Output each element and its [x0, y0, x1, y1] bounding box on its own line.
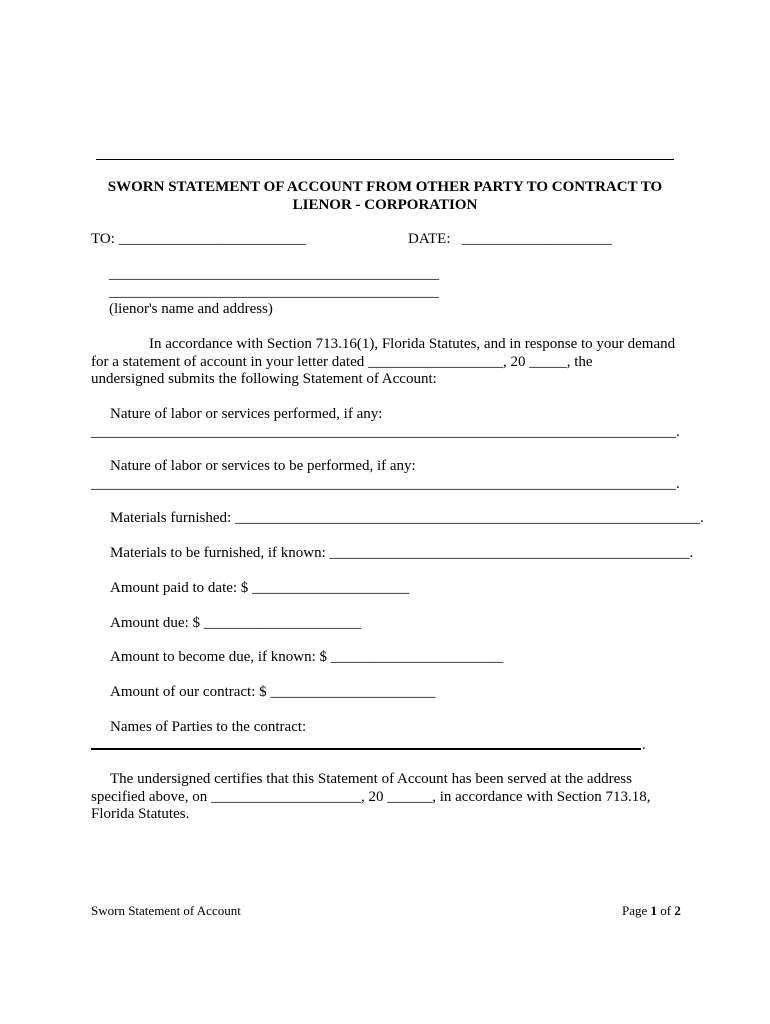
date-field[interactable]: DATE: ____________________	[408, 231, 612, 247]
parties-label: Names of Parties to the contract:	[110, 719, 307, 735]
contract-amount-field[interactable]: Amount of our contract: $ ______________________	[110, 684, 436, 700]
materials-furnished-field[interactable]: Materials furnished: ______________________________________________________________.	[110, 510, 704, 526]
labor-to-perform-label: Nature of labor or services to be performed, if any:	[110, 458, 416, 474]
footer-document-name: Sworn Statement of Account	[91, 903, 241, 918]
document-title-line2: LIENOR - CORPORATION	[292, 197, 478, 213]
lienor-address-line-2[interactable]: ____________________________________________	[109, 284, 439, 300]
intro-paragraph-line2: for a statement of account in your letter dated __________________, 20 _____, the	[91, 354, 593, 370]
footer-page-current: 1	[650, 903, 658, 918]
footer-page-number	[622, 902, 681, 920]
footer-page-of: of	[657, 903, 675, 918]
intro-paragraph-line3: undersigned submits the following Statement of Account:	[91, 371, 437, 387]
parties-field-line[interactable]	[91, 748, 641, 750]
amount-due-field[interactable]: Amount due: $ _____________________	[110, 615, 362, 631]
amount-to-become-due-field[interactable]: Amount to become due, if known: $ _______________________	[110, 649, 504, 665]
labor-performed-field[interactable]: ______________________________________________________________________________.	[91, 424, 680, 440]
lienor-address-line-1[interactable]: ____________________________________________	[109, 266, 439, 282]
header-rule	[96, 159, 674, 160]
intro-paragraph-line1: In accordance with Section 713.16(1), Florida Statutes, and in response to your demand	[149, 336, 676, 352]
materials-to-furnish-field[interactable]: Materials to be furnished, if known: ________________________________________________.	[110, 545, 694, 561]
parties-field-period: .	[642, 737, 646, 753]
lienor-address-caption: (lienor's name and address)	[109, 301, 273, 317]
amount-paid-field[interactable]: Amount paid to date: $ _____________________	[110, 580, 410, 596]
certification-line3: Florida Statutes.	[91, 806, 190, 822]
document-title-line1: SWORN STATEMENT OF ACCOUNT FROM OTHER PARTY TO CONTRACT TO	[107, 179, 663, 195]
certification-line1: The undersigned certifies that this Statement of Account has been served at the address	[110, 771, 632, 787]
footer-page-total: 2	[674, 903, 681, 918]
to-field[interactable]: TO: _________________________	[91, 231, 307, 247]
certification-line2: specified above, on ____________________, 20 ______, in accordance with Section 713.18,	[91, 789, 651, 805]
labor-to-perform-field[interactable]: ______________________________________________________________________________.	[91, 476, 680, 492]
labor-performed-label: Nature of labor or services performed, if any:	[110, 406, 383, 422]
footer-page-word: Page	[622, 903, 651, 918]
